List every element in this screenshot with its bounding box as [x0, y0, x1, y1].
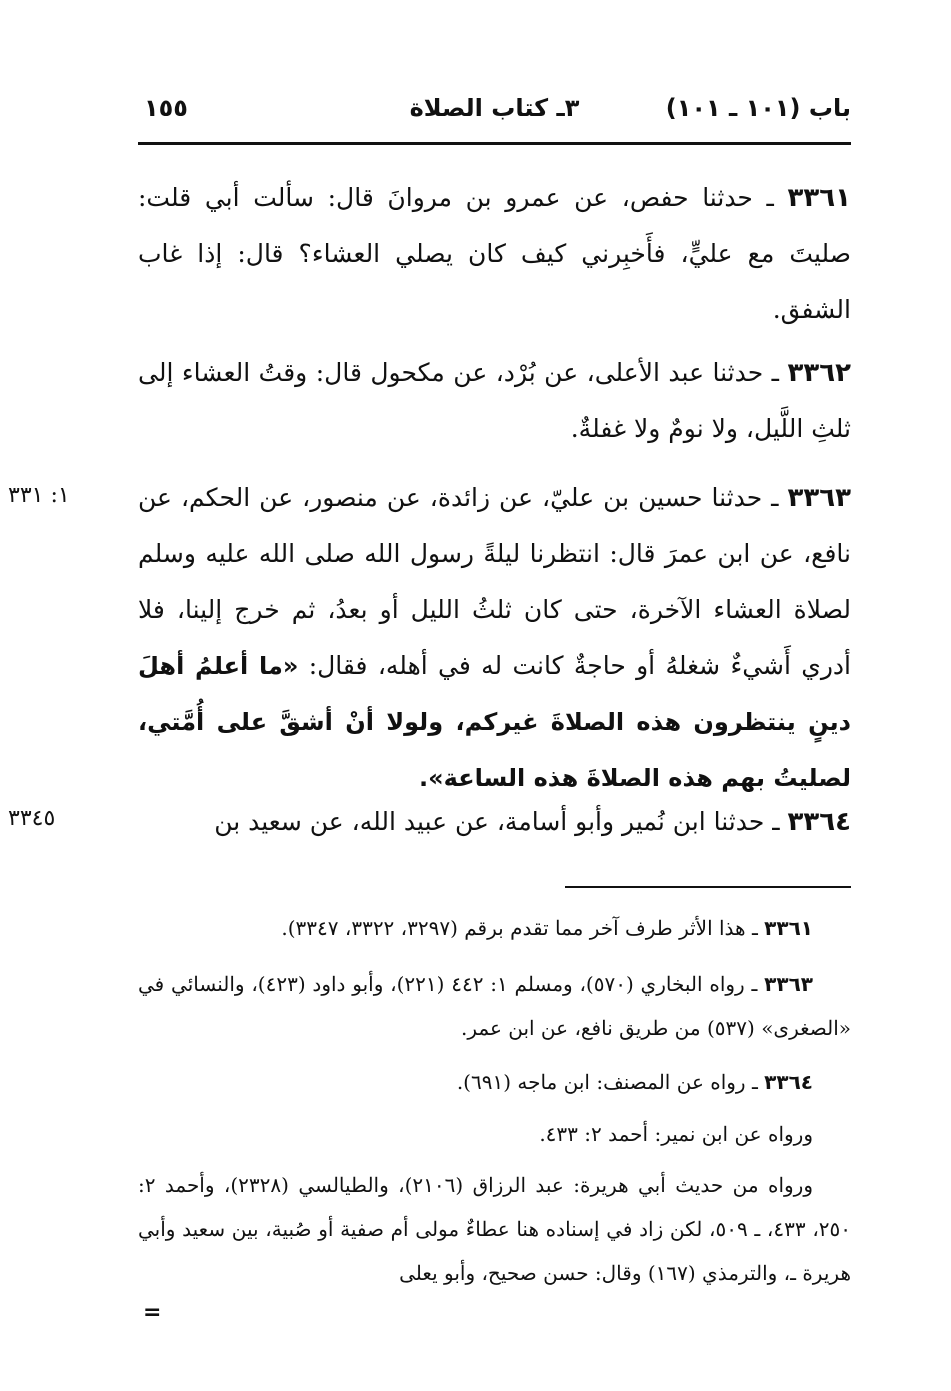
header-divider: [138, 142, 851, 145]
hadith-text: ـ حدثنا ابن نُمير وأبو أسامة، عن عبيد الله، عن سعيد بن: [214, 807, 788, 836]
hadith-3361: [138, 170, 851, 338]
hadith-quote: «ما أعلمُ أهلَ دينٍ ينتظرون هذه الصلاةَ غيركم، ولولا أنْ أشقَّ على أُمَّتي، لصليتُ بهم هذه الصلاةَ هذه الساعة».: [138, 652, 851, 792]
hadith-text: ـ حدثنا حفص، عن عمرو بن مروانَ قال: سألت أبي قلت: صليتَ مع عليٍّ، فأَخبِرني كيف كان يصلي العشاء؟ قال: إذا غاب الشفق.: [138, 183, 851, 324]
footnote-text: ـ رواه عن المصنف: ابن ماجه (٦٩١).: [456, 1070, 765, 1094]
footnote-text: ورواه من حديث أبي هريرة: عبد الرزاق (٢١٠٦)، والطيالسي (٢٣٢٨)، وأحمد ٢: ٢٥٠، ٤٣٣، ـ ٥٠٩، لكن زاد في إسناده هنا عطاءٌ مولى أم صفية أو صُبية، بين سعيد وأبي هريرة ـ، والترمذي (١٦٧) وقال: حسن صحيح، وأبو يعلى: [138, 1173, 852, 1285]
hadith-3362: [138, 345, 851, 457]
footnote-text: ـ هذا الأثر طرف آخر مما تقدم برقم (٣٢٩٧، ٣٣٢٢، ٣٣٤٧).: [281, 916, 765, 940]
hadith-3363: [138, 470, 851, 806]
margin-reference: ١: ٣٣١: [8, 483, 70, 508]
running-header: [138, 88, 851, 140]
hadith-number: ٣٣٦٤: [787, 807, 851, 837]
footnote-3364: [138, 1060, 851, 1104]
footnote-text: ورواه عن ابن نمير: أحمد ٢: ٤٣٣.: [539, 1122, 813, 1146]
footnote-ibn-numayr: [138, 1112, 851, 1156]
footnote-text: ـ رواه البخاري (٥٧٠)، ومسلم ١: ٤٤٢ (٢٢١)، وأبو داود (٤٢٣)، والنسائي في «الصغرى» (٥٣٧) من طريق نافع، عن ابن عمر.: [138, 972, 851, 1040]
footnote-number: ٣٣٦١: [764, 916, 813, 940]
hadith-3364: [138, 794, 851, 850]
footnote-3361: [138, 906, 851, 950]
page-number: ١٥٥: [144, 94, 188, 122]
footnote-abu-hurayra: [138, 1163, 851, 1295]
footnote-number: ٣٣٦٣: [764, 972, 813, 996]
book-title: ٣ـ كتاب الصلاة: [409, 94, 580, 122]
footnote-number: ٣٣٦٤: [764, 1070, 813, 1094]
hadith-text: ـ حدثنا حسين بن عليّ، عن زائدة، عن منصور، عن الحكم، عن نافع، عن ابن عمرَ قال: انتظرنا ليلةً رسول الله صلى الله عليه وسلم لصلاة العشاء الآخرة، حتى كان ثلثُ الليل أو بعدُ، ثم خرج إلينا، فلا أدري أَشيءٌ شغلهُ أو حاجةٌ كانت له في أهله، فقال:: [138, 483, 851, 680]
margin-reference: ٣٣٤٥: [8, 806, 56, 831]
chapter-title: باب (١٠١ ـ ١٠١): [665, 94, 851, 122]
footnote-3363: [138, 962, 851, 1050]
hadith-number: ٣٣٦١: [787, 183, 851, 213]
hadith-number: ٣٣٦٢: [787, 358, 851, 388]
hadith-text: ـ حدثنا عبد الأعلى، عن بُرْد، عن مكحول قال: وقتُ العشاء إلى ثلثِ اللَّيل، ولا نومٌ ولا غفلةٌ.: [138, 358, 851, 443]
continuation-mark: =: [143, 1300, 162, 1325]
hadith-number: ٣٣٦٣: [787, 483, 851, 513]
footnote-divider: [565, 886, 851, 888]
